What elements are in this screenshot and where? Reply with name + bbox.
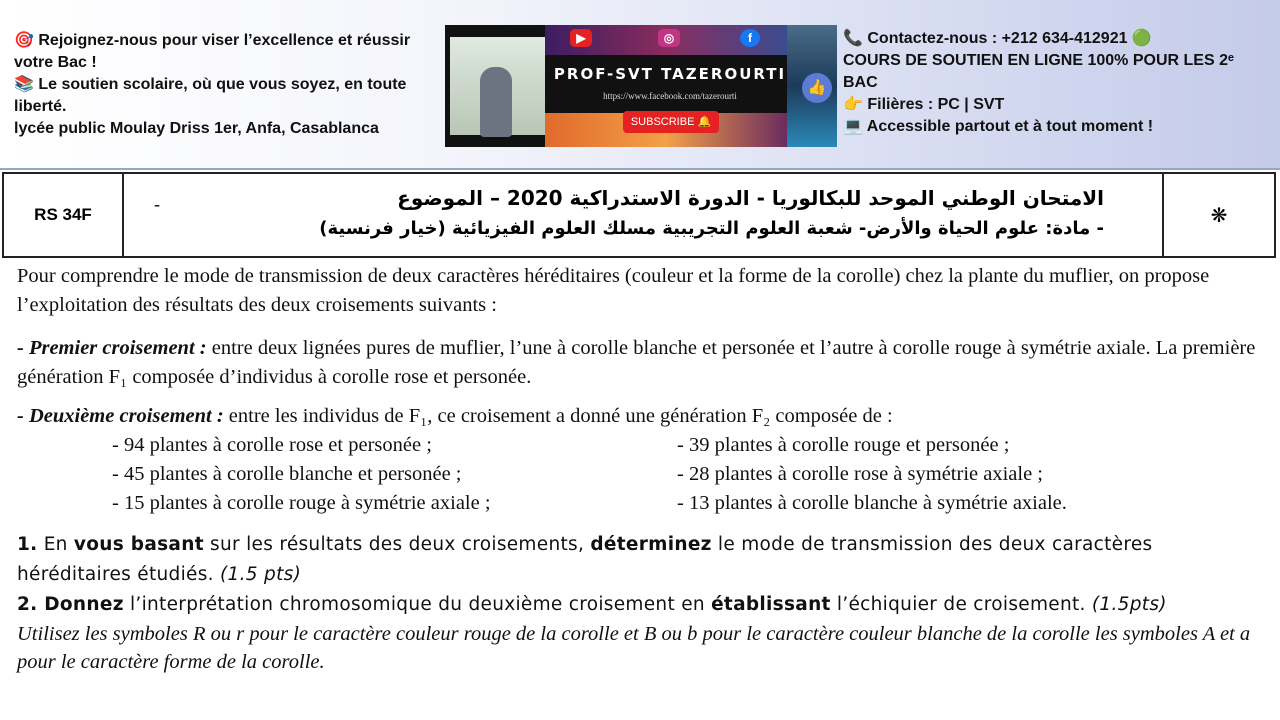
exam-code: RS 34F [4,174,124,256]
cross-2-label: - Deuxième croisement : [17,405,224,427]
question-2: 2. Donnez l’interprétation chromosomique du deuxième croisement en établissant l’échiquier de croisement. (1.5pts) [17,594,1167,615]
dash: - [154,194,160,214]
star-icon: ❋ [1162,174,1274,256]
exam-subject-arabic: - مادة: علوم الحياة والأرض- شعبة العلوم التجريبية مسلك العلوم الفيزيائية (خيار فرنسية) [319,218,1104,239]
cross-2-text: entre les individus de F₁, ce croisement a donné une génération F₂ composée de : [223,405,893,427]
result-item: - 28 plantes à corolle rose à symétrie axiale ; [677,463,1044,485]
facebook-icon[interactable]: f [740,29,760,47]
symbols-note: Utilisez les symboles R ou r pour le caractère couleur rouge de la corolle et B ou b pour le caractère couleur blanche de la corolle les symboles A et a pour le caractère forme de la corolle. [17,623,1251,673]
filieres-line: 👉 Filières : PC | SVT [843,96,1005,113]
channel-name: PROF-SVT TAZEROURTI [553,65,787,83]
person-figure [480,67,512,137]
channel-url[interactable]: https://www.facebook.com/tazerourti [603,91,737,101]
teacher-photo [450,37,545,135]
contact-line: 📞 Contactez-nous : +212 634-412921 🟢 [843,30,1152,47]
youtube-icon[interactable]: ▶ [570,29,592,47]
instagram-icon[interactable]: ◎ [658,29,680,47]
cross-1-label: - Premier croisement : [17,337,207,359]
results-list [17,431,1267,518]
result-item: - 13 plantes à corolle blanche à symétrie axiale. [677,492,1067,514]
exercise-text [17,262,1267,676]
subscribe-button[interactable]: SUBSCRIBE 🔔 [623,111,719,133]
promo-left [14,30,444,140]
promo-right [843,28,1263,138]
school-line: lycée public Moulay Driss 1er, Anfa, Casablanca [14,120,379,137]
intro-paragraph: Pour comprendre le mode de transmission de deux caractères héréditaires (couleur et la forme de la corolle) chez la plante du muflier, on propose l’exploitation des résultats des deux croisements suivants : [17,265,1210,316]
result-item: - 94 plantes à corolle rose et personée ; [112,434,432,456]
exam-title-arabic: الامتحان الوطني الموحد للبكالوريا - الدورة الاستدراكية 2020 – الموضوع [397,186,1104,210]
cross-1 [17,334,1267,392]
cross-1-text: entre deux lignées pures de muflier, l’une à corolle blanche et personée et l’autre à corolle rouge à symétrie axiale. La première génération F₁ composée d’individus à corolle rose et personée. [17,337,1256,388]
access-line: 💻 Accessible partout et à tout moment ! [843,118,1154,135]
course-line: COURS DE SOUTIEN EN LIGNE 100% POUR LES 2ᵉ BAC [843,52,1234,91]
result-item: - 15 plantes à corolle rouge à symétrie axiale ; [112,492,491,514]
cross-2 [17,402,1267,431]
promo-line: 🎯 Rejoignez-nous pour viser l’excellence et réussir votre Bac ! [14,32,411,71]
question-1: 1. En vous basant sur les résultats des deux croisements, déterminez le mode de transmission des deux caractères héréditaires étudiés. (1.5 pts) [17,534,1153,585]
exam-header [2,172,1276,258]
result-item: - 45 plantes à corolle blanche et personée ; [112,463,462,485]
promo-header [0,0,1280,170]
result-item: - 39 plantes à corolle rouge et personée ; [677,434,1010,456]
channel-banner[interactable] [445,25,837,147]
like-icon[interactable]: 👍 [802,73,832,103]
promo-line: 📚 Le soutien scolaire, où que vous soyez, en toute liberté. [14,76,407,115]
